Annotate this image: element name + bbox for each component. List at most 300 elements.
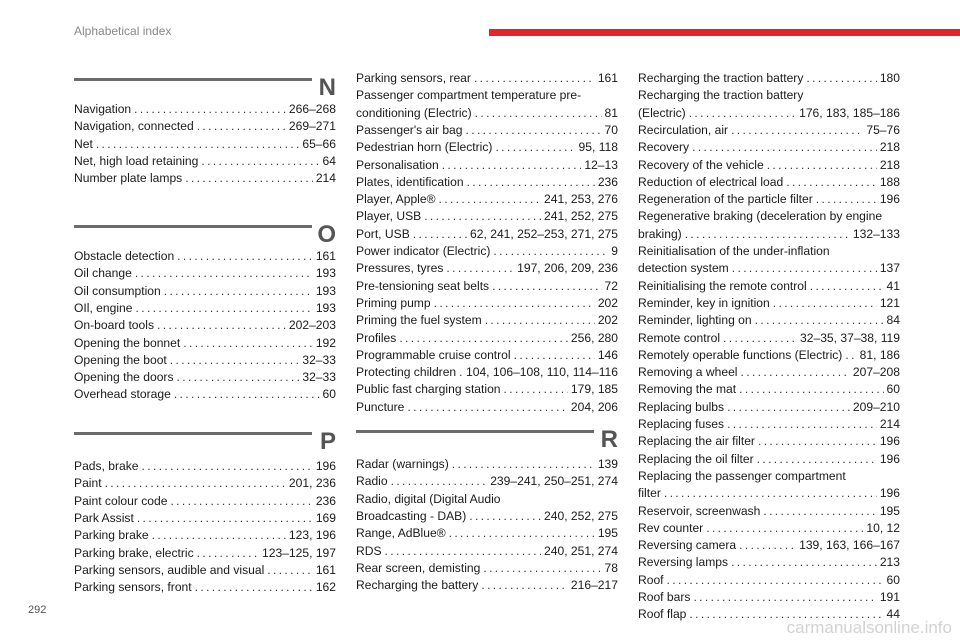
dot-leader	[474, 70, 595, 87]
dot-leader	[136, 300, 313, 317]
index-entry-pages: 202	[595, 295, 618, 312]
index-entry	[638, 70, 900, 87]
index-entry	[638, 347, 900, 364]
dot-leader	[137, 510, 313, 527]
index-entry-term: OIl, engine	[74, 300, 136, 317]
index-entry	[356, 174, 618, 191]
index-entry	[356, 295, 618, 312]
header-title: Alphabetical index	[74, 24, 172, 38]
index-entry-pages: 269–271	[286, 118, 336, 135]
index-entry-pages: 214	[877, 416, 900, 433]
dot-leader	[183, 335, 313, 352]
index-entry-pages: 218	[877, 157, 900, 174]
index-entry-pages: 240, 252, 275	[541, 508, 618, 525]
dot-leader	[407, 399, 568, 416]
index-entry-term: Remotely operable functions (Electric)	[638, 347, 845, 364]
index-entry-term: Obstacle detection	[74, 248, 177, 265]
index-entry-term: Port, USB	[356, 226, 413, 243]
index-entry-pages: 75–76	[863, 122, 900, 139]
index-entry-pages: 132–133	[850, 226, 900, 243]
index-entry-term: Broadcasting - DAB)	[356, 508, 469, 525]
index-entry	[638, 312, 900, 329]
index-entry-term: Profiles	[356, 330, 399, 347]
index-entry-term: Priming pump	[356, 295, 434, 312]
index-entry-pages: 241, 252, 275	[541, 208, 618, 225]
index-entry	[638, 208, 900, 225]
dot-leader	[96, 136, 300, 153]
index-entry	[74, 300, 336, 317]
dot-leader	[495, 139, 575, 156]
dot-leader	[845, 347, 856, 364]
index-entry-term: Roof flap	[638, 606, 689, 623]
section-letter-p: P	[319, 428, 336, 455]
index-entry-pages: 81, 186	[857, 347, 900, 364]
index-entry-term: Replacing the passenger compartment	[638, 468, 849, 485]
index-entry-pages: 207–208	[850, 364, 900, 381]
index-entry	[356, 105, 618, 122]
dot-leader	[816, 191, 877, 208]
index-entry-term: Regeneration of the particle filter	[638, 191, 816, 208]
index-entry-pages: 161	[595, 70, 618, 87]
index-entry-term: Reinitialisation of the under-inflation	[638, 243, 833, 260]
index-entry	[356, 243, 618, 260]
index-entry-pages: 218	[877, 139, 900, 156]
index-entry	[74, 369, 336, 386]
index-entry	[356, 347, 618, 364]
dot-leader	[786, 174, 877, 191]
dot-leader	[467, 174, 595, 191]
index-entry-term: Recovery	[638, 139, 692, 156]
index-entry	[638, 589, 900, 606]
index-entry-term: filter	[638, 485, 664, 502]
index-entry-pages: 169	[313, 510, 336, 527]
dot-leader	[739, 381, 883, 398]
index-entry-pages: 214	[313, 170, 336, 187]
index-entry-pages: 202–203	[286, 317, 336, 334]
dot-leader	[174, 386, 320, 403]
index-entry	[638, 260, 900, 277]
index-entry	[74, 317, 336, 334]
index-entry-pages: 213	[877, 554, 900, 571]
index-entry-pages: 239–241, 250–251, 274	[487, 473, 618, 490]
index-entry	[356, 456, 618, 473]
dot-leader	[399, 330, 568, 347]
index-entry	[356, 157, 618, 174]
dot-leader	[152, 527, 286, 544]
index-entry-term: Parking sensors, rear	[356, 70, 474, 87]
index-entry	[74, 493, 336, 510]
index-entry-term: Roof bars	[638, 589, 693, 606]
dot-leader	[391, 473, 488, 490]
index-entry	[74, 386, 336, 403]
dot-leader	[105, 475, 286, 492]
index-entry-pages: 32–33	[299, 369, 336, 386]
dot-leader	[449, 525, 595, 542]
index-entry-pages: 201, 236	[286, 475, 336, 492]
dot-leader	[466, 122, 602, 139]
index-entry-pages: 236	[595, 174, 618, 191]
index-entry	[638, 572, 900, 589]
dot-leader	[757, 451, 877, 468]
index-entry-pages: 84	[884, 312, 900, 329]
index-entry-pages: 236	[313, 493, 336, 510]
index-entry-pages: 64	[320, 153, 336, 170]
dot-leader	[267, 562, 313, 579]
index-entry-term: Public fast charging station	[356, 381, 504, 398]
dot-leader	[514, 347, 595, 364]
dot-leader	[732, 260, 877, 277]
index-entry	[356, 381, 618, 398]
section-divider-n	[74, 78, 312, 81]
index-entry-pages: 176, 183, 185–186	[796, 105, 900, 122]
index-entry-term: Parking sensors, front	[74, 579, 195, 596]
index-entry-term: Power indicator (Electric)	[356, 243, 493, 260]
index-entry-pages: 179, 185	[568, 381, 618, 398]
index-entry	[74, 153, 336, 170]
dot-leader	[164, 283, 313, 300]
index-entry-term: Opening the bonnet	[74, 335, 183, 352]
index-entry	[638, 139, 900, 156]
index-entry-term: Protecting children	[356, 364, 459, 381]
dot-leader	[446, 260, 514, 277]
index-entry-term: Passenger's air bag	[356, 122, 466, 139]
index-entry-term: braking)	[638, 226, 685, 243]
index-entry-pages: 32–35, 37–38, 119	[797, 330, 900, 347]
index-entry-term: Removing a wheel	[638, 364, 741, 381]
index-entry-pages: 70	[602, 122, 618, 139]
page-number: 292	[28, 604, 47, 616]
watermark: carmanualsonline.info	[786, 618, 952, 637]
index-entry-term: Recirculation, air	[638, 122, 731, 139]
index-entry-pages: 146	[595, 347, 618, 364]
section-letter-r: R	[600, 426, 618, 453]
index-entry-pages: 266–268	[286, 101, 336, 118]
index-entry-pages: 78	[602, 560, 618, 577]
index-entry-term: Passenger compartment temperature pre-	[356, 87, 584, 104]
index-entry	[356, 139, 618, 156]
dot-leader	[731, 122, 863, 139]
index-entry-term: Parking sensors, audible and visual	[74, 562, 267, 579]
index-entry-term: Parking brake, electric	[74, 545, 197, 562]
index-entry-term: Opening the boot	[74, 352, 170, 369]
index-entry-pages: 193	[313, 300, 336, 317]
index-entry-pages: 95, 118	[576, 139, 618, 156]
index-entry-pages: 197, 206, 209, 236	[514, 260, 618, 277]
index-entry-term: Navigation	[74, 101, 134, 118]
index-entry-pages: 204, 206	[568, 399, 618, 416]
index-entry	[356, 473, 618, 490]
dot-leader	[493, 243, 608, 260]
index-entry-term: Reduction of electrical load	[638, 174, 786, 191]
index-entry	[356, 364, 618, 381]
index-entry	[74, 562, 336, 579]
section-divider-r	[356, 430, 594, 433]
index-entry-term: Net	[74, 136, 96, 153]
index-entry	[638, 278, 900, 295]
dot-leader	[483, 560, 601, 577]
index-entry-term: Oil consumption	[74, 283, 164, 300]
index-entry-pages: 104, 106–108, 110, 114–116	[463, 364, 618, 381]
index-entry-pages: 32–33	[299, 352, 336, 369]
index-entry-pages: 123, 196	[286, 527, 336, 544]
index-entry-term: Personalisation	[356, 157, 442, 174]
index-entry-term: Pre-tensioning seat belts	[356, 278, 492, 295]
index-entry-term: Pedestrian horn (Electric)	[356, 139, 495, 156]
index-entry-term: Recharging the traction battery	[638, 70, 806, 87]
index-entry	[638, 537, 900, 554]
index-entry-pages: 137	[877, 260, 900, 277]
index-entry	[638, 191, 900, 208]
index-entry	[356, 191, 618, 208]
index-entry-term: Replacing the oil filter	[638, 451, 757, 468]
index-entry	[638, 174, 900, 191]
index-entry	[74, 248, 336, 265]
dot-leader	[810, 278, 884, 295]
index-entry-term: Reservoir, screenwash	[638, 503, 763, 520]
index-entry-pages: 188	[877, 174, 900, 191]
dot-leader	[727, 399, 850, 416]
index-entry	[356, 399, 618, 416]
index-entry	[356, 226, 618, 243]
index-entry-term: Priming the fuel system	[356, 312, 485, 329]
index-entry	[638, 226, 900, 243]
index-entry	[356, 278, 618, 295]
index-entry-term: Programmable cruise control	[356, 347, 514, 364]
dot-leader	[385, 543, 541, 560]
index-entry-term: Rear screen, demisting	[356, 560, 483, 577]
index-entry-pages: 161	[313, 248, 336, 265]
dot-leader	[177, 248, 313, 265]
index-entry-pages: 60	[884, 572, 900, 589]
dot-leader	[693, 589, 876, 606]
index-entry-pages: 195	[877, 503, 900, 520]
index-entry	[638, 122, 900, 139]
index-entry-term: Rev counter	[638, 520, 706, 537]
index-entry	[638, 381, 900, 398]
index-entry-pages: 10, 12	[863, 520, 900, 537]
index-entry-pages: 60	[320, 386, 336, 403]
index-entry-pages: 196	[313, 458, 336, 475]
index-entry	[356, 312, 618, 329]
dot-leader	[692, 139, 877, 156]
index-entry	[638, 485, 900, 502]
dot-leader	[755, 312, 884, 329]
index-entry	[356, 560, 618, 577]
index-entry	[356, 577, 618, 594]
dot-leader	[723, 330, 797, 347]
index-entry	[638, 295, 900, 312]
index-entry-term: Reversing camera	[638, 537, 739, 554]
index-entry	[74, 579, 336, 596]
dot-leader	[706, 520, 863, 537]
dot-leader	[664, 485, 877, 502]
index-entry	[74, 283, 336, 300]
index-entry	[74, 101, 336, 118]
index-entry	[74, 527, 336, 544]
index-entry	[356, 87, 618, 104]
index-entry	[74, 458, 336, 475]
index-entry-term: Radar (warnings)	[356, 456, 452, 473]
index-entry-pages: 209–210	[850, 399, 900, 416]
index-entry	[74, 265, 336, 282]
index-entry	[638, 330, 900, 347]
index-entry-pages: 191	[877, 589, 900, 606]
index-entry-pages: 44	[884, 606, 900, 623]
index-entry-term: Pads, brake	[74, 458, 142, 475]
index-entry-term: Reminder, key in ignition	[638, 295, 773, 312]
dot-leader	[492, 278, 601, 295]
index-entry-pages: 192	[313, 335, 336, 352]
index-entry-pages: 62, 241, 252–253, 271, 275	[467, 226, 618, 243]
index-entry-pages: 195	[595, 525, 618, 542]
index-entry	[638, 554, 900, 571]
dot-leader	[134, 101, 286, 118]
index-entry-term: Pressures, tyres	[356, 260, 446, 277]
dot-leader	[195, 579, 313, 596]
index-entry	[74, 136, 336, 153]
index-entry-pages: 12–13	[581, 157, 618, 174]
index-entry	[356, 330, 618, 347]
index-entry	[356, 260, 618, 277]
index-entry-pages: 81	[602, 105, 618, 122]
dot-leader	[504, 381, 568, 398]
dot-leader	[197, 118, 286, 135]
index-entry	[74, 545, 336, 562]
index-entry	[638, 157, 900, 174]
index-entry-term: Range, AdBlue®	[356, 525, 449, 542]
dot-leader	[667, 572, 884, 589]
dot-leader	[142, 458, 313, 475]
index-entry	[638, 503, 900, 520]
dot-leader	[135, 265, 313, 282]
section-letter-o: O	[317, 221, 336, 248]
dot-leader	[177, 369, 300, 386]
index-entry-term: Removing the mat	[638, 381, 739, 398]
index-entry-term: Paint	[74, 475, 105, 492]
index-entry-term: RDS	[356, 543, 385, 560]
index-entry	[638, 399, 900, 416]
index-entry-term: conditioning (Electric)	[356, 105, 475, 122]
index-entry	[74, 170, 336, 187]
index-entry	[356, 543, 618, 560]
index-entry-pages: 196	[877, 191, 900, 208]
index-entry-term: Player, Apple®	[356, 191, 439, 208]
index-entry-pages: 41	[884, 278, 900, 295]
dot-leader	[434, 295, 595, 312]
index-entry-pages: 196	[877, 433, 900, 450]
index-entry-term: Park Assist	[74, 510, 137, 527]
index-entry-pages: 139	[595, 456, 618, 473]
index-entry-term: Player, USB	[356, 208, 424, 225]
index-entry-term: Net, high load retaining	[74, 153, 201, 170]
index-entry-term: detection system	[638, 260, 732, 277]
dot-leader	[485, 312, 595, 329]
index-entry	[356, 491, 618, 508]
index-entry-pages: 161	[313, 562, 336, 579]
index-entry-term: Number plate lamps	[74, 170, 185, 187]
index-entry	[638, 468, 900, 485]
index-entry	[356, 508, 618, 525]
index-entry	[638, 87, 900, 104]
index-entry-term: Roof	[638, 572, 667, 589]
dot-leader	[685, 226, 850, 243]
dot-leader	[170, 493, 312, 510]
index-entry	[356, 70, 618, 87]
index-entry-term: (Electric)	[638, 105, 689, 122]
index-entry	[74, 475, 336, 492]
index-entry-term: Reinitialising the remote control	[638, 278, 810, 295]
dot-leader	[689, 105, 796, 122]
index-entry-term: Remote control	[638, 330, 723, 347]
index-entry-term: Reversing lamps	[638, 554, 731, 571]
index-entry-term: Regenerative braking (deceleration by engine	[638, 208, 885, 225]
dot-leader	[197, 545, 259, 562]
index-entry-term: Recovery of the vehicle	[638, 157, 767, 174]
index-entry-pages: 162	[313, 579, 336, 596]
index-entry-pages: 72	[602, 278, 618, 295]
index-entry-term: Recharging the traction battery	[638, 87, 806, 104]
dot-leader	[201, 153, 319, 170]
index-entry-term: Replacing fuses	[638, 416, 727, 433]
index-entry	[638, 105, 900, 122]
index-entry	[74, 510, 336, 527]
index-entry-pages: 196	[877, 451, 900, 468]
dot-leader	[170, 352, 300, 369]
dot-leader	[442, 157, 582, 174]
dot-leader	[481, 577, 568, 594]
index-entry-term: Plates, identification	[356, 174, 467, 191]
index-entry-term: Reminder, lighting on	[638, 312, 755, 329]
dot-leader	[739, 537, 796, 554]
index-entry-term: Replacing the air filter	[638, 433, 758, 450]
index-entry	[356, 122, 618, 139]
dot-leader	[767, 157, 877, 174]
header-accent-bar	[489, 29, 960, 36]
index-entry-pages: 121	[877, 295, 900, 312]
index-entry-pages: 65–66	[299, 136, 336, 153]
dot-leader	[424, 208, 541, 225]
index-entry	[74, 352, 336, 369]
index-entry-term: Recharging the battery	[356, 577, 481, 594]
index-entry-pages: 60	[884, 381, 900, 398]
dot-leader	[731, 554, 877, 571]
index-entry	[638, 520, 900, 537]
dot-leader	[763, 503, 876, 520]
index-entry-pages: 241, 253, 276	[541, 191, 618, 208]
dot-leader	[727, 416, 877, 433]
index-entry-pages: 123–125, 197	[259, 545, 336, 562]
index-entry-term: Replacing bulbs	[638, 399, 727, 416]
index-entry	[74, 335, 336, 352]
index-entry	[638, 451, 900, 468]
dot-leader	[452, 456, 595, 473]
index-entry-pages: 9	[608, 243, 618, 260]
index-entry-term: Radio, digital (Digital Audio	[356, 491, 504, 508]
dot-leader	[413, 226, 467, 243]
index-entry-term: Radio	[356, 473, 391, 490]
section-divider-o	[74, 225, 312, 228]
section-letter-n: N	[318, 74, 336, 101]
index-entry	[638, 433, 900, 450]
dot-leader	[475, 105, 602, 122]
index-entry-term: Oil change	[74, 265, 135, 282]
dot-leader	[741, 364, 850, 381]
index-entry	[638, 416, 900, 433]
dot-leader	[157, 317, 286, 334]
index-entry	[74, 118, 336, 135]
index-entry-pages: 196	[877, 485, 900, 502]
index-entry-term: Paint colour code	[74, 493, 170, 510]
